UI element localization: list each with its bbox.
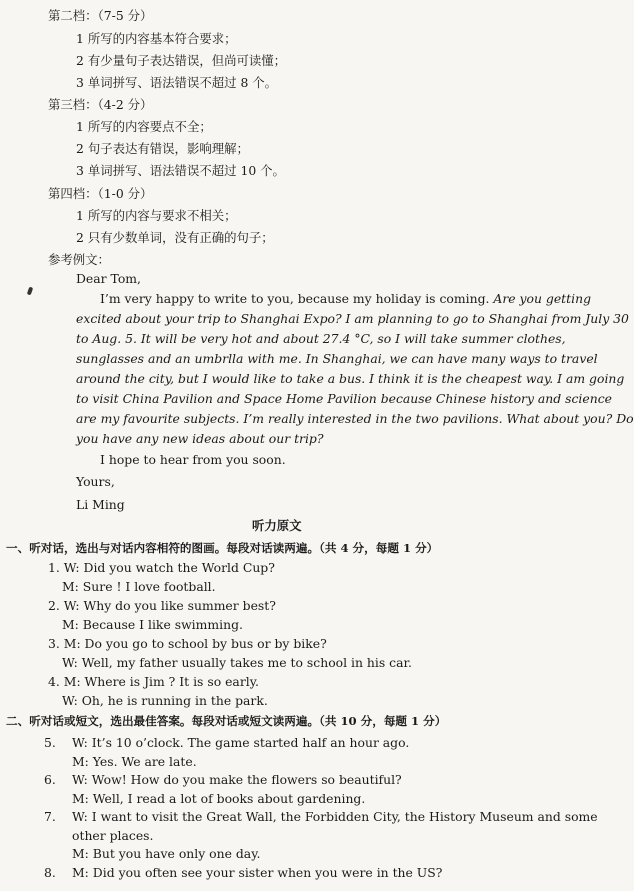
essay-body-line-6: to visit China Pavilion and Space Home Pavilion because Chinese history and science bbox=[76, 391, 612, 406]
tier4-item-2: 2 只有少数单词，没有正确的句子； bbox=[76, 230, 274, 245]
q7-w: W: I want to visit the Great Wall, the Forbidden City, the History Museum and some bbox=[72, 809, 598, 824]
tier3-item-1: 1 所写的内容要点不全； bbox=[76, 119, 212, 134]
s1-line-4: M: Because I like swimming. bbox=[62, 617, 243, 632]
s1-line-1: 1. W: Did you watch the World Cup? bbox=[48, 560, 275, 575]
s1-line-2: M: Sure ! I love football. bbox=[62, 579, 216, 594]
q7-m: M: But you have only one day. bbox=[72, 846, 261, 861]
s1-line-6: W: Well, my father usually takes me to school in his car. bbox=[62, 655, 412, 670]
q8-m: M: Did you often see your sister when you were in the US? bbox=[72, 864, 443, 880]
essay-body-line-1-regular: I’m very happy to write to you, because my holiday is coming. bbox=[100, 291, 490, 306]
tier2-item-3: 3 单词拼写、语法错误不超过 8 个。 bbox=[76, 75, 278, 90]
q7-w-cont: other places. bbox=[72, 827, 154, 843]
section2-heading: 二、听对话或短文，选出最佳答案。每段对话或短文读两遍。（共 10 分，每题 1 分） bbox=[6, 714, 447, 728]
q8-number: 8. bbox=[44, 864, 56, 880]
s1-line-8: W: Oh, he is running in the park. bbox=[62, 693, 268, 708]
essay-body-line-1-italic: Are you getting bbox=[493, 291, 592, 306]
tier2-title: 第二档：（7-5 分） bbox=[48, 8, 153, 23]
tier3-title: 第三档：（4-2 分） bbox=[48, 97, 153, 112]
q6-number: 6. bbox=[44, 772, 56, 787]
tier4-item-1: 1 所写的内容与要求不相关； bbox=[76, 208, 237, 223]
essay-body-line-3: to Aug. 5. It will be very hot and about 27.4 °C, so I will take summer clothes, bbox=[76, 331, 566, 346]
q7-number: 7. bbox=[44, 809, 56, 824]
tier3-item-3: 3 单词拼写、语法错误不超过 10 个。 bbox=[76, 163, 285, 178]
tier3-item-2: 2 句子表达有错误，影响理解； bbox=[76, 141, 249, 156]
section1-heading: 一、听对话，选出与对话内容相符的图画。每段对话读两遍。（共 4 分，每题 1 分） bbox=[6, 541, 439, 555]
q5-w: W: It’s 10 o’clock. The game started half an hour ago. bbox=[72, 735, 410, 750]
tier2-item-2: 2 有少量句子表达错误，但尚可读懂； bbox=[76, 53, 287, 68]
q5-number: 5. bbox=[44, 735, 56, 750]
s1-line-5: 3. M: Do you go to school by bus or by bike? bbox=[48, 636, 327, 651]
tier4-title: 第四档：（1-0 分） bbox=[48, 186, 153, 201]
essay-body-line-5: around the city, but I would like to take a bus. I think it is the cheapest way. I am going bbox=[76, 371, 625, 386]
q6-w: W: Wow! How do you make the flowers so beautiful? bbox=[72, 772, 402, 787]
essay-body-line-2: excited about your trip to Shanghai Expo? I am planning to go to Shanghai from July 30 bbox=[76, 311, 629, 326]
s1-line-7: 4. M: Where is Jim ? It is so early. bbox=[48, 674, 259, 689]
essay-body-line-7: are my favourite subjects. I’m really interested in the two pavilions. What about you? Do bbox=[76, 411, 634, 426]
essay-body-line-8: you have any new ideas about our trip? bbox=[76, 431, 324, 446]
q5-m: M: Yes. We are late. bbox=[72, 753, 197, 769]
s1-line-3: 2. W: Why do you like summer best? bbox=[48, 598, 276, 613]
listening-title: 听力原文 bbox=[252, 518, 302, 533]
essay-signature: Li Ming bbox=[76, 497, 125, 512]
tier2-item-1: 1 所写的内容基本符合要求； bbox=[76, 31, 237, 46]
ink-mark bbox=[27, 287, 33, 296]
essay-body-line-1 bbox=[100, 291, 591, 307]
essay-body-line-4: sunglasses and an umbrlla with me. In Shanghai, we can have many ways to travel bbox=[76, 351, 598, 366]
essay-heading: 参考例文： bbox=[48, 252, 110, 267]
q6-m: M: Well, I read a lot of books about gardening. bbox=[72, 790, 366, 806]
essay-signoff: Yours, bbox=[76, 474, 115, 489]
essay-salutation: Dear Tom, bbox=[76, 271, 141, 286]
essay-closing: I hope to hear from you soon. bbox=[100, 452, 286, 467]
